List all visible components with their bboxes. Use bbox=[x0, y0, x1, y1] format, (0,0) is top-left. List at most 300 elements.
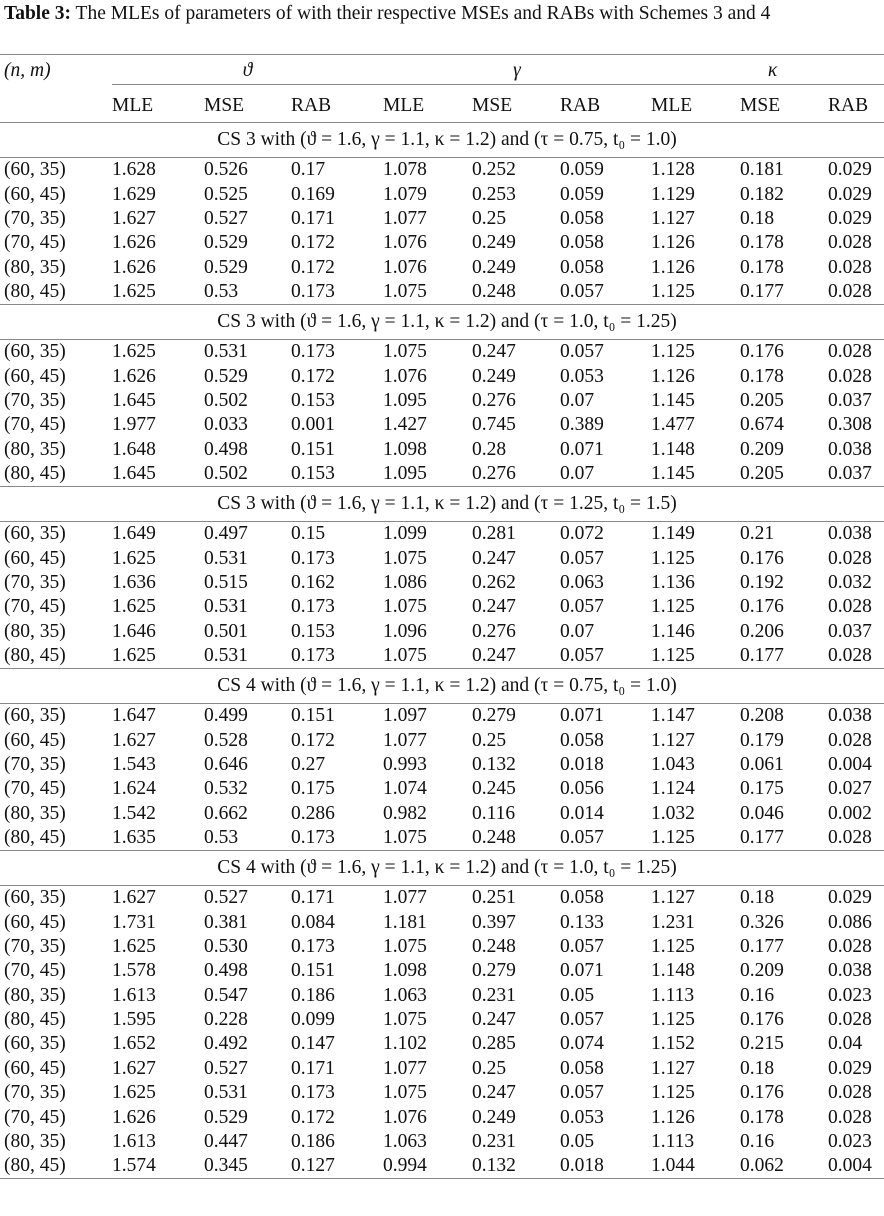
value-cell: 0.498 bbox=[204, 438, 248, 460]
results-table bbox=[0, 60, 884, 1179]
value-cell: 1.043 bbox=[651, 754, 695, 776]
value-cell: 1.625 bbox=[112, 340, 204, 365]
value-cell: 0.179 bbox=[740, 729, 784, 751]
value-cell: 0.247 bbox=[472, 1082, 516, 1104]
value-cell: 0.147 bbox=[291, 1033, 335, 1055]
value-cell: 0.057 bbox=[560, 645, 604, 667]
value-cell: 0.206 bbox=[740, 620, 784, 642]
table-row bbox=[0, 364, 884, 388]
value-cell: 1.076 bbox=[383, 232, 427, 254]
table-row bbox=[0, 959, 884, 983]
value-cell: 1.636 bbox=[112, 571, 156, 593]
value-cell: 0.172 bbox=[291, 232, 335, 254]
value-cell: 0.173 bbox=[291, 936, 335, 958]
value-cell: 0.18 bbox=[740, 207, 775, 229]
value-cell: 0.530 bbox=[204, 936, 248, 958]
value-cell: 1.075 bbox=[383, 827, 427, 849]
row-label-cell: (70, 35) bbox=[4, 936, 66, 958]
value-cell: 0.023 bbox=[828, 984, 872, 1006]
value-cell: 1.125 bbox=[651, 645, 695, 667]
value-cell: 0.276 bbox=[472, 620, 516, 642]
value-cell: 0.531 bbox=[204, 596, 248, 618]
section-header bbox=[0, 305, 884, 340]
value-cell: 1.076 bbox=[383, 365, 427, 387]
value-cell: 0.177 bbox=[740, 936, 784, 958]
row-label-cell: (70, 45) bbox=[4, 1106, 66, 1128]
row-label-cell: (70, 45) bbox=[4, 778, 66, 800]
value-cell: 0.053 bbox=[560, 1106, 604, 1128]
value-cell: 1.627 bbox=[112, 886, 204, 911]
value-cell: 0.028 bbox=[828, 596, 872, 618]
value-cell: 0.037 bbox=[828, 620, 872, 642]
table-row bbox=[0, 340, 884, 365]
value-cell: 0.276 bbox=[472, 462, 516, 484]
row-label-cell: (60, 45) bbox=[4, 911, 66, 933]
value-cell: 0.173 bbox=[291, 596, 335, 618]
row-label-cell: (80, 35) bbox=[4, 620, 66, 642]
value-cell: 0.05 bbox=[560, 984, 595, 1006]
table-row bbox=[0, 1008, 884, 1032]
value-cell: 0.228 bbox=[204, 1009, 248, 1031]
value-cell: 1.076 bbox=[383, 256, 427, 278]
value-cell: 0.252 bbox=[472, 158, 560, 183]
value-cell: 0.058 bbox=[560, 729, 604, 751]
value-cell: 0.057 bbox=[560, 340, 651, 365]
row-label-cell: (80, 35) bbox=[4, 802, 66, 824]
row-label-cell: (80, 45) bbox=[4, 462, 66, 484]
value-cell: 0.279 bbox=[472, 960, 516, 982]
value-cell: 0.028 bbox=[828, 936, 872, 958]
subcol-rab: RAB bbox=[828, 94, 869, 116]
value-cell: 0.014 bbox=[560, 802, 604, 824]
table-row bbox=[0, 1081, 884, 1105]
value-cell: 0.028 bbox=[828, 340, 884, 365]
row-label-cell: (80, 35) bbox=[4, 984, 66, 1006]
value-cell: 0.058 bbox=[560, 1057, 604, 1079]
value-cell: 1.613 bbox=[112, 984, 156, 1006]
value-cell: 0.173 bbox=[291, 340, 383, 365]
table-row bbox=[0, 620, 884, 644]
value-cell: 1.136 bbox=[651, 571, 695, 593]
value-cell: 0.249 bbox=[472, 256, 516, 278]
value-cell: 1.125 bbox=[651, 1082, 695, 1104]
value-cell: 0.169 bbox=[291, 183, 335, 205]
value-cell: 0.029 bbox=[828, 886, 884, 911]
value-cell: 0.028 bbox=[828, 827, 872, 849]
value-cell: 0.133 bbox=[560, 911, 604, 933]
value-cell: 0.249 bbox=[472, 232, 516, 254]
row-label-cell: (70, 35) bbox=[4, 754, 66, 776]
value-cell: 0.501 bbox=[204, 620, 248, 642]
value-cell: 1.125 bbox=[651, 936, 695, 958]
value-cell: 0.249 bbox=[472, 1106, 516, 1128]
value-cell: 0.547 bbox=[204, 984, 248, 1006]
value-cell: 1.181 bbox=[383, 911, 427, 933]
section-title: CS 4 with (ϑ = 1.6, γ = 1.1, κ = 1.2) and (τ = 1.0, t₀ = 1.25) bbox=[0, 851, 884, 886]
value-cell: 1.627 bbox=[112, 729, 156, 751]
value-cell: 0.251 bbox=[472, 886, 560, 911]
value-cell: 0.529 bbox=[204, 365, 248, 387]
value-cell: 0.176 bbox=[740, 1082, 784, 1104]
value-cell: 0.074 bbox=[560, 1033, 604, 1055]
value-cell: 0.038 bbox=[828, 438, 872, 460]
value-cell: 0.994 bbox=[383, 1154, 472, 1179]
table-row bbox=[0, 437, 884, 461]
value-cell: 0.526 bbox=[204, 158, 291, 183]
value-cell: 0.056 bbox=[560, 778, 604, 800]
value-cell: 0.745 bbox=[472, 414, 516, 436]
value-cell: 0.381 bbox=[204, 911, 248, 933]
value-cell: 1.145 bbox=[651, 389, 695, 411]
value-cell: 0.177 bbox=[740, 827, 784, 849]
row-label-cell: (70, 35) bbox=[4, 389, 66, 411]
value-cell: 0.281 bbox=[472, 522, 560, 547]
value-cell: 0.248 bbox=[472, 280, 516, 302]
table-row bbox=[0, 935, 884, 959]
value-cell: 0.27 bbox=[291, 754, 326, 776]
value-cell: 0.172 bbox=[291, 1106, 335, 1128]
subcol-mle: MLE bbox=[112, 94, 154, 116]
row-label-cell: (70, 35) bbox=[4, 207, 66, 229]
value-cell: 0.492 bbox=[204, 1033, 248, 1055]
value-cell: 1.645 bbox=[112, 462, 156, 484]
value-cell: 1.578 bbox=[112, 960, 156, 982]
table-row bbox=[0, 158, 884, 183]
table-row bbox=[0, 522, 884, 547]
table-row bbox=[0, 389, 884, 413]
value-cell: 0.279 bbox=[472, 704, 560, 729]
table-row bbox=[0, 1130, 884, 1154]
value-cell: 0.116 bbox=[472, 802, 516, 824]
value-cell: 0.153 bbox=[291, 389, 335, 411]
row-label-cell: (80, 45) bbox=[4, 280, 66, 302]
value-cell: 1.125 bbox=[651, 596, 695, 618]
value-cell: 0.038 bbox=[828, 704, 884, 729]
value-cell: 0.178 bbox=[740, 1106, 784, 1128]
value-cell: 1.152 bbox=[651, 1033, 695, 1055]
value-cell: 0.178 bbox=[740, 256, 784, 278]
value-cell: 0.07 bbox=[560, 462, 595, 484]
value-cell: 0.001 bbox=[291, 414, 335, 436]
row-label-cell: (80, 45) bbox=[4, 1009, 66, 1031]
subcol-mse: MSE bbox=[204, 94, 245, 116]
value-cell: 0.05 bbox=[560, 1130, 595, 1152]
value-cell: 1.126 bbox=[651, 256, 695, 278]
value-cell: 0.497 bbox=[204, 522, 291, 547]
value-cell: 0.529 bbox=[204, 232, 248, 254]
value-cell: 1.044 bbox=[651, 1154, 740, 1179]
row-label-cell: (80, 35) bbox=[4, 256, 66, 278]
value-cell: 1.613 bbox=[112, 1130, 156, 1152]
value-cell: 0.231 bbox=[472, 1130, 516, 1152]
table-row bbox=[0, 255, 884, 279]
row-label-cell: (60, 35) bbox=[4, 1033, 66, 1055]
value-cell: 1.126 bbox=[651, 232, 695, 254]
value-cell: 0.286 bbox=[291, 802, 335, 824]
value-cell: 1.097 bbox=[383, 704, 472, 729]
value-cell: 0.308 bbox=[828, 414, 872, 436]
value-cell: 0.176 bbox=[740, 547, 784, 569]
value-cell: 0.982 bbox=[383, 802, 427, 824]
value-cell: 0.17 bbox=[291, 158, 383, 183]
value-cell: 0.18 bbox=[740, 1057, 775, 1079]
table-row bbox=[0, 571, 884, 595]
section-title: CS 3 with (ϑ = 1.6, γ = 1.1, κ = 1.2) and (τ = 1.25, t₀ = 1.5) bbox=[0, 487, 884, 522]
value-cell: 0.038 bbox=[828, 960, 872, 982]
value-cell: 0.531 bbox=[204, 547, 248, 569]
value-cell: 1.075 bbox=[383, 340, 472, 365]
caption-label: Table 3: bbox=[4, 3, 72, 24]
value-cell: 1.075 bbox=[383, 1082, 427, 1104]
value-cell: 1.075 bbox=[383, 547, 427, 569]
value-cell: 0.032 bbox=[828, 571, 872, 593]
value-cell: 1.127 bbox=[651, 207, 695, 229]
table-row bbox=[0, 753, 884, 777]
value-cell: 0.028 bbox=[828, 1009, 872, 1031]
value-cell: 0.529 bbox=[204, 256, 248, 278]
value-cell: 0.247 bbox=[472, 340, 560, 365]
subcol-mse: MSE bbox=[740, 94, 781, 116]
value-cell: 1.625 bbox=[112, 596, 156, 618]
value-cell: 1.074 bbox=[383, 778, 427, 800]
value-cell: 1.231 bbox=[651, 911, 695, 933]
value-cell: 1.098 bbox=[383, 960, 427, 982]
value-cell: 0.028 bbox=[828, 1082, 872, 1104]
value-cell: 0.249 bbox=[472, 365, 516, 387]
value-cell: 0.057 bbox=[560, 936, 604, 958]
value-cell: 1.099 bbox=[383, 522, 472, 547]
value-cell: 0.132 bbox=[472, 1154, 560, 1179]
value-cell: 1.063 bbox=[383, 984, 427, 1006]
value-cell: 1.075 bbox=[383, 280, 427, 302]
table-row bbox=[0, 729, 884, 753]
value-cell: 0.151 bbox=[291, 704, 383, 729]
value-cell: 0.028 bbox=[828, 645, 872, 667]
value-cell: 0.084 bbox=[291, 911, 335, 933]
row-label-cell: (60, 35) bbox=[0, 704, 112, 729]
table-row bbox=[0, 207, 884, 231]
value-cell: 0.153 bbox=[291, 620, 335, 642]
value-cell: 0.028 bbox=[828, 256, 872, 278]
section-title: CS 3 with (ϑ = 1.6, γ = 1.1, κ = 1.2) and (τ = 1.0, t₀ = 1.25) bbox=[0, 305, 884, 340]
value-cell: 0.192 bbox=[740, 571, 784, 593]
header-row-groups bbox=[0, 60, 884, 87]
value-cell: 1.625 bbox=[112, 645, 156, 667]
value-cell: 0.208 bbox=[740, 704, 828, 729]
value-cell: 0.16 bbox=[740, 984, 775, 1006]
value-cell: 0.029 bbox=[828, 207, 872, 229]
value-cell: 0.248 bbox=[472, 936, 516, 958]
value-cell: 0.262 bbox=[472, 571, 516, 593]
row-label-cell: (60, 35) bbox=[0, 886, 112, 911]
value-cell: 0.037 bbox=[828, 389, 872, 411]
value-cell: 1.647 bbox=[112, 704, 204, 729]
value-cell: 0.175 bbox=[740, 778, 784, 800]
value-cell: 0.53 bbox=[204, 280, 239, 302]
table-row bbox=[0, 886, 884, 911]
value-cell: 0.057 bbox=[560, 1082, 604, 1104]
value-cell: 1.595 bbox=[112, 1009, 156, 1031]
value-cell: 1.079 bbox=[383, 183, 427, 205]
subcol-mle: MLE bbox=[651, 94, 693, 116]
value-cell: 1.624 bbox=[112, 778, 156, 800]
value-cell: 1.629 bbox=[112, 183, 156, 205]
value-cell: 0.173 bbox=[291, 645, 335, 667]
value-cell: 0.18 bbox=[740, 886, 828, 911]
value-cell: 0.245 bbox=[472, 778, 516, 800]
value-cell: 1.543 bbox=[112, 754, 156, 776]
row-label-cell: (60, 45) bbox=[4, 183, 66, 205]
value-cell: 0.099 bbox=[291, 1009, 335, 1031]
table-row bbox=[0, 984, 884, 1008]
value-cell: 0.053 bbox=[560, 365, 604, 387]
value-cell: 1.075 bbox=[383, 1009, 427, 1031]
value-cell: 1.149 bbox=[651, 522, 740, 547]
value-cell: 0.07 bbox=[560, 389, 595, 411]
table-row bbox=[0, 1032, 884, 1056]
row-label-cell: (80, 45) bbox=[4, 827, 66, 849]
value-cell: 0.247 bbox=[472, 596, 516, 618]
value-cell: 1.625 bbox=[112, 547, 156, 569]
row-label-cell: (80, 35) bbox=[4, 438, 66, 460]
value-cell: 0.209 bbox=[740, 960, 784, 982]
value-cell: 0.253 bbox=[472, 183, 516, 205]
value-cell: 1.095 bbox=[383, 462, 427, 484]
value-cell: 0.531 bbox=[204, 340, 291, 365]
value-cell: 0.062 bbox=[740, 1154, 828, 1179]
value-cell: 1.574 bbox=[112, 1154, 204, 1179]
value-cell: 1.646 bbox=[112, 620, 156, 642]
value-cell: 0.171 bbox=[291, 886, 383, 911]
value-cell: 0.028 bbox=[828, 729, 872, 751]
value-cell: 0.177 bbox=[740, 280, 784, 302]
row-label-cell: (80, 45) bbox=[0, 1154, 112, 1179]
row-label-cell: (70, 45) bbox=[4, 232, 66, 254]
value-cell: 0.527 bbox=[204, 1057, 248, 1079]
value-cell: 0.028 bbox=[828, 1106, 872, 1128]
value-cell: 0.674 bbox=[740, 414, 784, 436]
row-label-cell: (60, 35) bbox=[0, 340, 112, 365]
value-cell: 1.077 bbox=[383, 1057, 427, 1079]
row-label-cell: (60, 45) bbox=[4, 547, 66, 569]
value-cell: 1.542 bbox=[112, 802, 156, 824]
value-cell: 1.977 bbox=[112, 414, 156, 436]
value-cell: 0.205 bbox=[740, 462, 784, 484]
value-cell: 0.25 bbox=[472, 207, 507, 229]
value-cell: 0.018 bbox=[560, 754, 604, 776]
section-title: CS 3 with (ϑ = 1.6, γ = 1.1, κ = 1.2) and (τ = 0.75, t₀ = 1.0) bbox=[0, 123, 884, 158]
value-cell: 1.086 bbox=[383, 571, 427, 593]
value-cell: 1.128 bbox=[651, 158, 740, 183]
value-cell: 0.151 bbox=[291, 438, 335, 460]
value-cell: 0.028 bbox=[828, 547, 872, 569]
table-row bbox=[0, 182, 884, 206]
value-cell: 1.649 bbox=[112, 522, 204, 547]
value-cell: 0.527 bbox=[204, 886, 291, 911]
value-cell: 0.326 bbox=[740, 911, 784, 933]
row-label-cell: (70, 45) bbox=[4, 414, 66, 436]
value-cell: 0.058 bbox=[560, 207, 604, 229]
value-cell: 0.175 bbox=[291, 778, 335, 800]
value-cell: 0.071 bbox=[560, 438, 604, 460]
value-cell: 0.057 bbox=[560, 596, 604, 618]
value-cell: 0.004 bbox=[828, 1154, 884, 1179]
value-cell: 0.038 bbox=[828, 522, 884, 547]
value-cell: 0.205 bbox=[740, 389, 784, 411]
value-cell: 0.058 bbox=[560, 232, 604, 254]
section-header bbox=[0, 123, 884, 158]
value-cell: 0.209 bbox=[740, 438, 784, 460]
table-caption bbox=[4, 2, 878, 26]
value-cell: 0.059 bbox=[560, 158, 651, 183]
value-cell: 1.626 bbox=[112, 232, 156, 254]
value-cell: 0.528 bbox=[204, 729, 248, 751]
value-cell: 1.075 bbox=[383, 645, 427, 667]
value-cell: 0.027 bbox=[828, 778, 872, 800]
section-header bbox=[0, 851, 884, 886]
value-cell: 0.176 bbox=[740, 1009, 784, 1031]
value-cell: 0.531 bbox=[204, 1082, 248, 1104]
value-cell: 1.146 bbox=[651, 620, 695, 642]
value-cell: 0.059 bbox=[560, 183, 604, 205]
value-cell: 0.176 bbox=[740, 340, 828, 365]
row-label-cell: (70, 45) bbox=[4, 960, 66, 982]
value-cell: 0.21 bbox=[740, 522, 828, 547]
value-cell: 1.127 bbox=[651, 729, 695, 751]
value-cell: 0.525 bbox=[204, 183, 248, 205]
value-cell: 0.086 bbox=[828, 911, 872, 933]
value-cell: 1.096 bbox=[383, 620, 427, 642]
value-cell: 0.058 bbox=[560, 886, 651, 911]
value-cell: 0.215 bbox=[740, 1033, 784, 1055]
value-cell: 1.731 bbox=[112, 911, 156, 933]
header-row-subcols bbox=[0, 87, 884, 123]
value-cell: 1.077 bbox=[383, 729, 427, 751]
value-cell: 1.124 bbox=[651, 778, 695, 800]
value-cell: 0.127 bbox=[291, 1154, 383, 1179]
row-label-cell: (60, 45) bbox=[4, 1057, 66, 1079]
value-cell: 1.625 bbox=[112, 1082, 156, 1104]
value-cell: 1.125 bbox=[651, 280, 695, 302]
row-label-cell: (60, 45) bbox=[4, 729, 66, 751]
value-cell: 0.247 bbox=[472, 1009, 516, 1031]
value-cell: 1.125 bbox=[651, 547, 695, 569]
table-row bbox=[0, 546, 884, 570]
value-cell: 0.033 bbox=[204, 414, 248, 436]
value-cell: 1.063 bbox=[383, 1130, 427, 1152]
subcol-mse: MSE bbox=[472, 94, 513, 116]
value-cell: 1.625 bbox=[112, 280, 156, 302]
row-label-cell: (60, 35) bbox=[0, 158, 112, 183]
value-cell: 0.028 bbox=[828, 280, 872, 302]
value-cell: 0.058 bbox=[560, 256, 604, 278]
value-cell: 0.061 bbox=[740, 754, 784, 776]
value-cell: 0.057 bbox=[560, 827, 604, 849]
table-row bbox=[0, 826, 884, 851]
value-cell: 0.173 bbox=[291, 547, 335, 569]
value-cell: 1.125 bbox=[651, 827, 695, 849]
value-cell: 1.095 bbox=[383, 389, 427, 411]
value-cell: 1.648 bbox=[112, 438, 156, 460]
value-cell: 0.028 bbox=[828, 232, 872, 254]
value-cell: 0.276 bbox=[472, 389, 516, 411]
value-cell: 0.071 bbox=[560, 960, 604, 982]
value-cell: 1.625 bbox=[112, 936, 156, 958]
table-row bbox=[0, 1057, 884, 1081]
table-row bbox=[0, 644, 884, 669]
value-cell: 0.499 bbox=[204, 704, 291, 729]
value-cell: 0.447 bbox=[204, 1130, 248, 1152]
